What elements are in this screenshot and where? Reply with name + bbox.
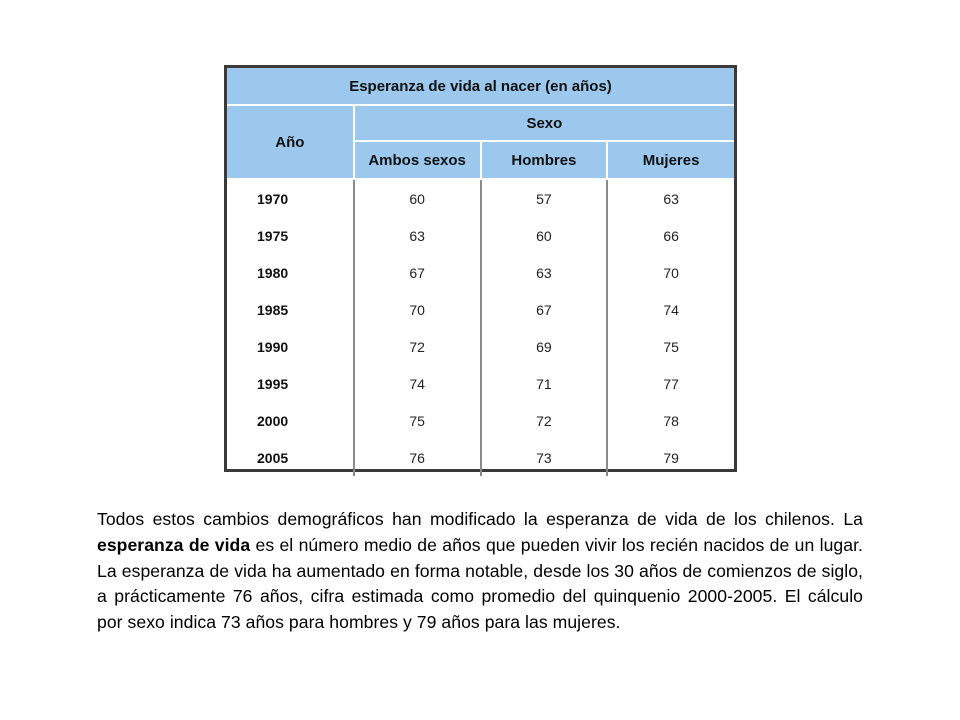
- table-row: [227, 254, 734, 291]
- year-cell: 1970: [227, 179, 354, 217]
- hombres-cell: 57: [481, 179, 608, 217]
- table-row: [227, 291, 734, 328]
- hombres-cell: 60: [481, 217, 608, 254]
- year-cell: 1995: [227, 365, 354, 402]
- ambos-sexos-cell: 74: [354, 365, 481, 402]
- table-row: [227, 402, 734, 439]
- mujeres-cell: 78: [607, 402, 734, 439]
- year-cell: 2000: [227, 402, 354, 439]
- table-row: [227, 365, 734, 402]
- year-cell: 1990: [227, 328, 354, 365]
- year-cell: 1985: [227, 291, 354, 328]
- hombres-cell: 67: [481, 291, 608, 328]
- hombres-cell: 63: [481, 254, 608, 291]
- paragraph-text-start: Todos estos cambios demográficos han modificado la esperanza de vida de los chilenos. La: [97, 509, 863, 529]
- paragraph-bold-term: esperanza de vida: [97, 534, 251, 555]
- ambos-sexos-cell: 60: [354, 179, 481, 217]
- mujeres-cell: 74: [607, 291, 734, 328]
- mujeres-cell: 66: [607, 217, 734, 254]
- hombres-cell: 72: [481, 402, 608, 439]
- table-row: [227, 439, 734, 476]
- ambos-sexos-cell: 63: [354, 217, 481, 254]
- column-header-ambos-sexos: Ambos sexos: [354, 141, 481, 179]
- year-cell: 1980: [227, 254, 354, 291]
- year-column-header: Año: [227, 105, 354, 179]
- mujeres-cell: 77: [607, 365, 734, 402]
- mujeres-cell: 79: [607, 439, 734, 476]
- table-row: [227, 179, 734, 217]
- ambos-sexos-cell: 76: [354, 439, 481, 476]
- hombres-cell: 73: [481, 439, 608, 476]
- table-row: [227, 328, 734, 365]
- table-title: Esperanza de vida al nacer (en años): [227, 68, 734, 105]
- ambos-sexos-cell: 72: [354, 328, 481, 365]
- paragraph-text-end: es el número medio de años que pueden vivir los recién nacidos de un lugar. La esperanza de vida ha aumentado en forma notable, desde los 30 años de comienzos de siglo, a prácticamente 76 años, cifra estimada como promedio del quinquenio 2000-2005. El cálculo por sexo indica 73 años para hombres y 79 años para las mujeres.: [97, 534, 863, 633]
- ambos-sexos-cell: 67: [354, 254, 481, 291]
- column-header-mujeres: Mujeres: [607, 141, 734, 179]
- year-cell: 1975: [227, 217, 354, 254]
- life-expectancy-table: [227, 68, 734, 476]
- hombres-cell: 71: [481, 365, 608, 402]
- ambos-sexos-cell: 70: [354, 291, 481, 328]
- mujeres-cell: 70: [607, 254, 734, 291]
- life-expectancy-table-container: [224, 65, 737, 472]
- hombres-cell: 69: [481, 328, 608, 365]
- column-header-hombres: Hombres: [481, 141, 608, 179]
- body-paragraph: [97, 507, 863, 636]
- ambos-sexos-cell: 75: [354, 402, 481, 439]
- mujeres-cell: 75: [607, 328, 734, 365]
- sex-group-header: Sexo: [354, 105, 734, 141]
- year-cell: 2005: [227, 439, 354, 476]
- table-row: [227, 217, 734, 254]
- mujeres-cell: 63: [607, 179, 734, 217]
